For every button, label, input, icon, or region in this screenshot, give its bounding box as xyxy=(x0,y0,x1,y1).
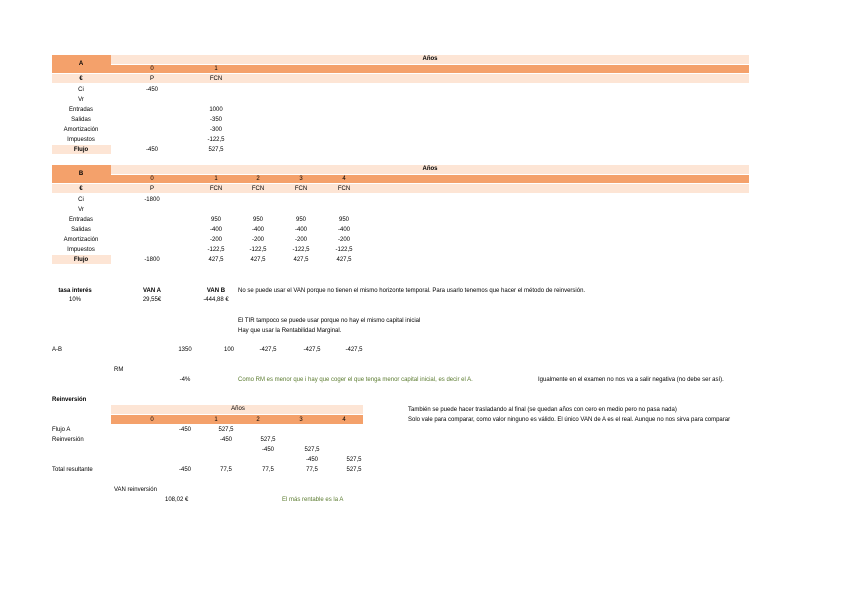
cell: -427,5 xyxy=(259,347,277,353)
cell: -200 xyxy=(251,237,264,243)
years-header: Años xyxy=(422,56,438,62)
cell: -122,5 xyxy=(292,247,310,253)
van-b-value: -444,88 € xyxy=(203,297,229,303)
cell: -427,5 xyxy=(345,347,363,353)
cell: -1800 xyxy=(144,257,160,263)
euro-label: € xyxy=(79,186,83,192)
cell: -350 xyxy=(209,117,222,123)
cell: -400 xyxy=(294,227,307,233)
reinversion-title: Reinversión xyxy=(52,397,87,403)
total-label: Total resultante xyxy=(52,467,93,473)
rm-note: Como RM es menor que i hay que coger el que tenga menor capital inicial, es decir el A. xyxy=(238,377,473,383)
cell: -1800 xyxy=(144,197,160,203)
table-b-name: B xyxy=(78,171,84,177)
period-0: 0 xyxy=(150,417,154,423)
cell: 950 xyxy=(295,217,306,223)
cell: -450 xyxy=(178,467,191,473)
cell: -400 xyxy=(337,227,350,233)
row-label: Ci xyxy=(78,87,84,93)
cell: 77,5 xyxy=(220,467,232,473)
van-a-label: VAN A xyxy=(143,288,161,294)
cell: 427,5 xyxy=(208,257,224,263)
van-reinversion-label: VAN reinversión xyxy=(114,487,157,493)
row-label: Vr xyxy=(78,207,84,213)
period-4: 4 xyxy=(342,176,346,182)
cell: 427,5 xyxy=(293,257,309,263)
cell: 527,5 xyxy=(218,427,234,433)
period-2: 2 xyxy=(256,417,260,423)
cell: 77,5 xyxy=(262,467,274,473)
flujo-a-label: Flujo A xyxy=(52,427,71,433)
cell: -450 xyxy=(305,457,318,463)
cell: 1350 xyxy=(178,347,192,353)
col-p: P xyxy=(149,76,154,82)
col-fcn: FCN xyxy=(209,186,223,192)
cell: -450 xyxy=(145,87,158,93)
cell: 527,5 xyxy=(260,437,276,443)
cell: 950 xyxy=(252,217,263,223)
period-4: 4 xyxy=(342,417,346,423)
row-label: Ci xyxy=(78,197,84,203)
row-label: Impuestos xyxy=(67,247,95,253)
col-fcn: FCN xyxy=(294,186,308,192)
rm-value: -4% xyxy=(179,377,191,383)
euro-label: € xyxy=(79,76,83,82)
cell: -450 xyxy=(219,437,232,443)
row-label: Impuestos xyxy=(67,137,95,143)
cell: 527,5 xyxy=(346,467,362,473)
cell: 1000 xyxy=(209,107,223,113)
flujo-label: Flujo xyxy=(73,147,89,153)
row-label: Amortización xyxy=(63,237,99,243)
cell: -200 xyxy=(209,237,222,243)
years-header: Años xyxy=(422,166,438,172)
summary-note: El TIR tampoco se puede usar porque no hay el mismo capital inicial xyxy=(238,318,421,324)
cell: 527,5 xyxy=(208,147,224,153)
col-fcn: FCN xyxy=(337,186,351,192)
row-label: Entradas xyxy=(68,217,93,223)
rm-note-2: Igualmente en el examen no nos va a salir negativa (no debe ser así). xyxy=(538,377,724,383)
diff-label: A-B xyxy=(52,347,63,353)
period-2: 2 xyxy=(256,176,260,182)
cell: -200 xyxy=(294,237,307,243)
cell: -122,5 xyxy=(335,247,353,253)
rm-label: RM xyxy=(114,367,124,373)
van-a-value: 29,55€ xyxy=(142,297,162,303)
cell: 77,5 xyxy=(306,467,318,473)
reinversion-note: Solo vale para comparar, como valor ninguno es válido. El único VAN de A es el real. Aunque no nos sirva para comparar xyxy=(408,417,731,423)
cell: -400 xyxy=(209,227,222,233)
row-label: Amortización xyxy=(63,127,99,133)
conclusion: El más rentable es la A xyxy=(282,497,344,503)
cell: -122,5 xyxy=(207,137,225,143)
row-label: Entradas xyxy=(68,107,93,113)
cell: -400 xyxy=(251,227,264,233)
flujo-label: Flujo xyxy=(73,257,89,263)
cell: 100 xyxy=(223,347,234,353)
cell: 427,5 xyxy=(250,257,266,263)
period-3: 3 xyxy=(299,176,303,182)
cell: -122,5 xyxy=(207,247,225,253)
cell: -450 xyxy=(261,447,274,453)
reinv-label: Reinversión xyxy=(52,437,84,443)
period-0: 0 xyxy=(150,66,154,72)
cell: -450 xyxy=(145,147,158,153)
tasa-label: tasa interés xyxy=(58,288,92,294)
summary-note: No se puede usar el VAN porque no tienen el mismo horizonte temporal. Para usarlo tenemos que hacer el método de reinversión. xyxy=(238,288,586,294)
period-1: 1 xyxy=(214,176,218,182)
summary-note: Hay que usar la Rentabilidad Marginal. xyxy=(238,328,342,334)
van-b-label: VAN B xyxy=(206,288,226,294)
period-3: 3 xyxy=(299,417,303,423)
period-0: 0 xyxy=(150,176,154,182)
col-fcn: FCN xyxy=(251,186,265,192)
cell: -427,5 xyxy=(303,347,321,353)
cell: 527,5 xyxy=(304,447,320,453)
cell: 427,5 xyxy=(336,257,352,263)
table-a-name: A xyxy=(78,61,84,67)
col-p: P xyxy=(149,186,154,192)
row-label: Vr xyxy=(78,97,84,103)
years-header: Años xyxy=(231,406,245,412)
row-label: Salidas xyxy=(71,117,91,123)
period-1: 1 xyxy=(214,417,218,423)
row-label: Salidas xyxy=(71,227,91,233)
van-reinversion-value: 108,02 € xyxy=(165,497,189,503)
tasa-value: 10% xyxy=(68,297,81,303)
reinversion-note: También se puede hacer trasladando al final (se quedan años con cero en medio pero no pasa nada) xyxy=(408,407,677,413)
cell: -200 xyxy=(337,237,350,243)
col-fcn: FCN xyxy=(209,76,223,82)
period-1: 1 xyxy=(214,66,218,72)
cell: -300 xyxy=(209,127,222,133)
cell: -122,5 xyxy=(249,247,267,253)
cell: 950 xyxy=(210,217,221,223)
cell: -450 xyxy=(178,427,191,433)
cell: 950 xyxy=(338,217,349,223)
cell: 527,5 xyxy=(346,457,362,463)
